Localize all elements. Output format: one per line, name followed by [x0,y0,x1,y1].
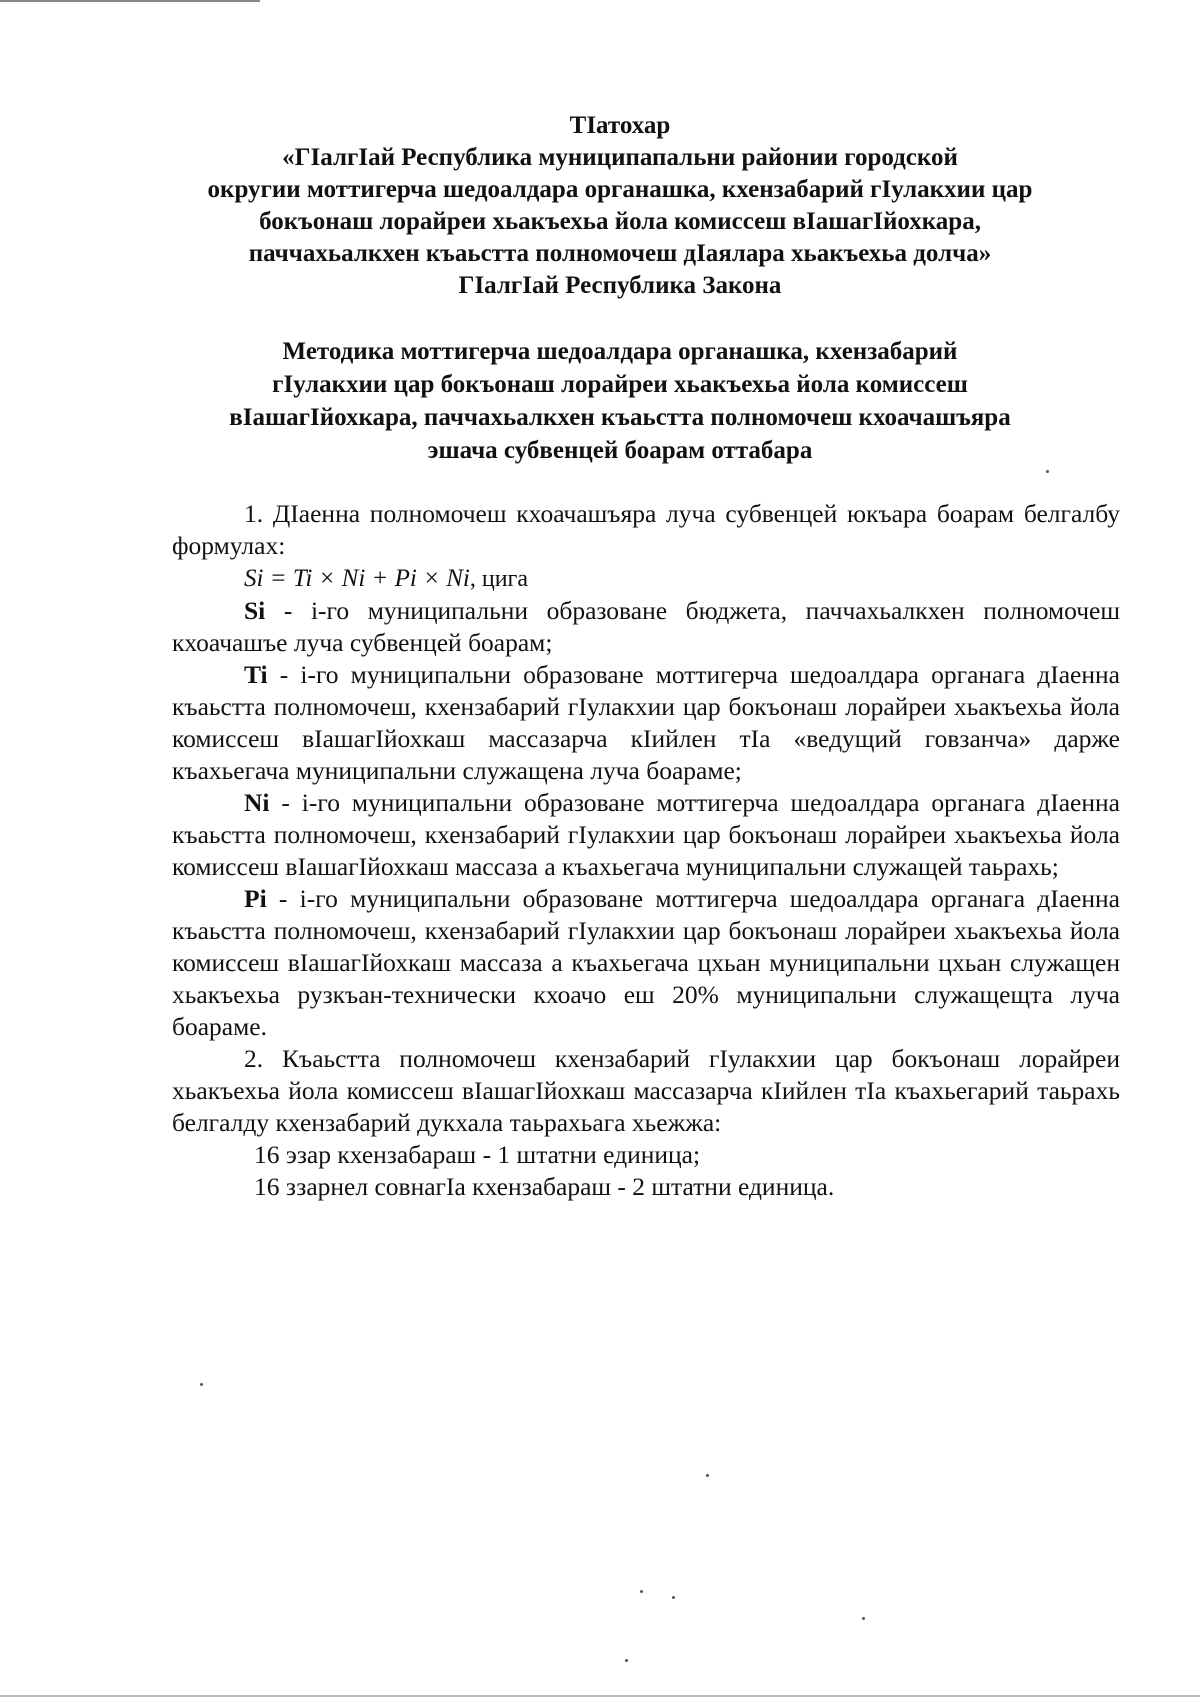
methodology-line: Методика моттигерча шедоалдара органашка, кхензабарий [282,338,958,365]
formula-suffix: , цига [469,566,529,592]
header-line: ТIатохар [569,112,671,139]
paragraph-2: 2. Къаьстта полномочеш кхензабарий гIулакхии цар бокъонаш лорайреи хьакъехьа йола комиссеш вIашагIйохкаш массазарча кIийлен тIа къахьегарий таьрахь белгалду кхензабарий дукхала таьрахьага хьежжа: [172,1044,1120,1137]
scan-speck [706,1474,709,1477]
formula: Si = Ti × Ni + Pi × Ni [244,565,470,592]
scan-speck [862,1617,865,1620]
definition-ti-text: - i-го муниципальни образоване моттигерча шедоалдара органага дIаенна къаьстта полномочеш, кхензабарий гIулакхии цар бокъонаш лорайреи хьакъехьа йола комиссеш вIашагIйохкаш массазарча кIийлен тIа «ведущий говзанча» дарже къахьегача муниципальни служащена луча боараме; [172,660,1120,785]
methodology-line: гIулакхии цар бокъонаш лорайреи хьакъехьа йола комиссеш [272,371,968,398]
methodology-title [150,335,1090,467]
scan-speck [640,1590,643,1593]
definition-ni-text: - i-го муниципальни образоване моттигерча шедоалдара органага дIаенна къаьстта полномочеш, кхензабарий гIулакхии цар бокъонаш лорайреи хьакъехьа йола комиссеш вIашагIйохкаш массаза а къахьегача муниципальни служащей таьрахь; [172,788,1120,881]
scan-speck [200,1383,203,1386]
scan-speck [672,1596,675,1599]
list-item: 16 ззарнел совнагIа кхензабараш - 2 штатни единица. [254,1172,835,1201]
methodology-line: эшача субвенцей боарам оттабара [427,437,813,464]
header-line: бокъонаш лорайреи хьакъехьа йола комиссеш вIашагIйохкара, [259,208,981,235]
scan-edge-line [0,0,260,2]
paragraph-1: 1. ДIаенна полномочеш кхоачашъяра луча субвенцей юкъара боарам белгалбу формулах: [172,499,1120,560]
header-line: округии моттигерча шедоалдара органашка, кхензабарий гIулакхии цар [207,176,1033,203]
scan-speck [625,1659,628,1662]
header-line: ГIалгIай Республика Закона [458,272,782,299]
header-line: «ГIалгIай Республика муниципапальни районии городской [282,144,958,171]
variable-ti: Ti [244,660,268,689]
document-body [172,498,1120,1203]
scan-speck [1046,470,1049,473]
variable-pi: Pi [244,884,267,913]
definition-pi-text: - i-го муниципальни образоване моттигерча шедоалдара органага дIаенна къаьстта полномочеш, кхензабарий гIулакхии цар бокъонаш лорайреи хьакъехьа йола комиссеш вIашагIйохкаш массаза а къахьегача цхьан муниципальни цхьан служащен хьакъехьа рузкъан-технически кхоачо еш 20% муниципальни служащещта луча боараме. [172,884,1120,1041]
definition-ti [172,659,1120,787]
formula-line [172,562,1120,595]
variable-ni: Ni [244,788,270,817]
methodology-line: вIашагIйохкара, паччахьалкхен къаьстта полномочеш кхоачашъяра [229,404,1011,431]
list-item: 16 эзар кхензабараш - 1 штатни единица; [254,1140,701,1169]
header-line: паччахьалкхен къаьстта полномочеш дIаялара хьакъехьа долча» [248,240,992,267]
variable-si: Si [244,596,266,625]
definition-si [172,595,1120,659]
definition-pi [172,883,1120,1043]
definition-si-text: - i-го муниципальни образоване бюджета, паччахьалкхен полномочеш кхоачашъе луча субвенцей боарам; [172,596,1120,657]
document-header [150,110,1090,302]
definition-ni [172,787,1120,883]
